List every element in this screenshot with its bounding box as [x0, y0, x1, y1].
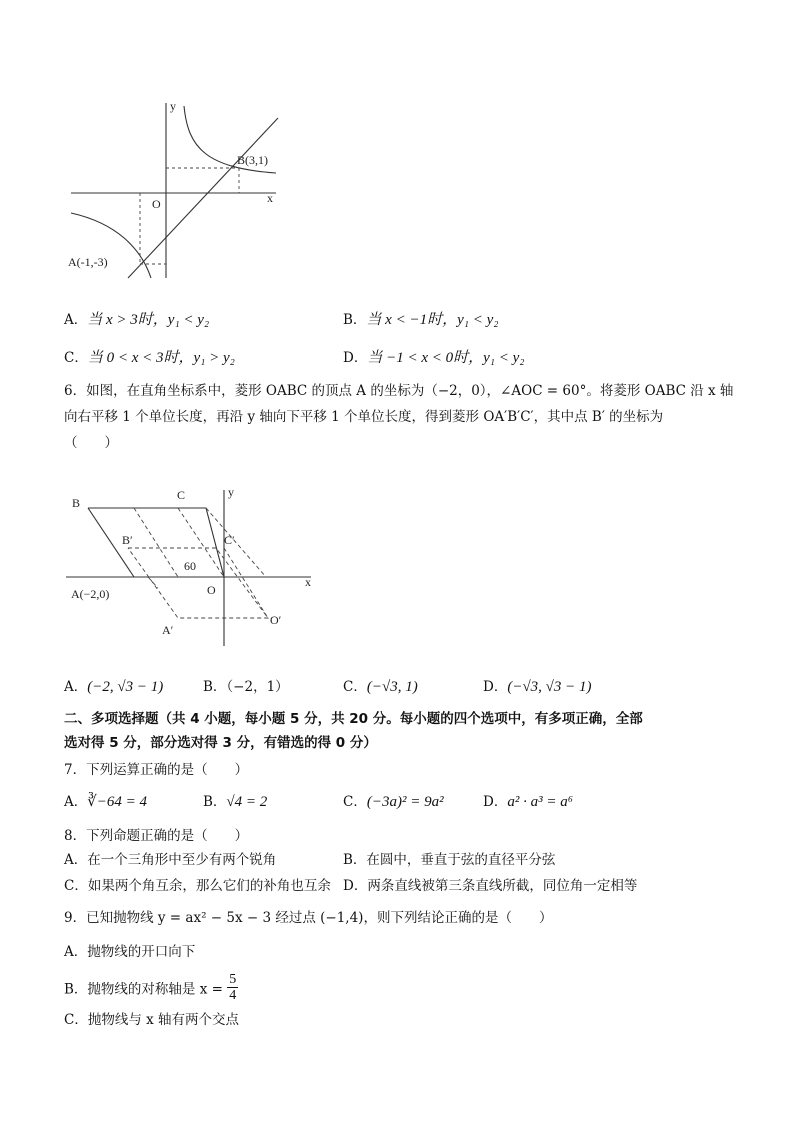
q8-option-b: B．在圆中，垂直于弦的直径平分弦 — [343, 852, 556, 868]
q7-option-c: C．(−3a)² = 9a² — [343, 794, 444, 810]
q6-option-c: C．(−√3, 1) — [343, 679, 418, 695]
section-2-heading-line1: 二、多项选择题（共 4 小题，每小题 5 分，共 20 分。每小题的四个选项中，有多项正确，全部 — [64, 711, 643, 727]
q8-option-a: A．在一个三角形中至少有两个锐角 — [64, 852, 277, 868]
figure-2-rhombus — [66, 488, 326, 648]
x-axis-label: x — [305, 575, 311, 589]
q7-option-a: A．∛−64 = 4 — [64, 794, 148, 810]
q6-option-b: B．（−2，1） — [203, 679, 289, 695]
figure-1-graph — [66, 98, 296, 283]
fraction-numerator: 5 — [229, 972, 237, 987]
q6-stem-line3: （ ） — [64, 435, 118, 451]
q7-option-d: D．a² · a³ = a⁶ — [483, 794, 573, 810]
label-c: C — [177, 488, 186, 502]
q5-option-b: B．当 x < −1时，y₁ < y₂ — [343, 312, 499, 328]
q9-option-a: A．抛物线的开口向下 — [64, 944, 196, 960]
y-axis-label: y — [170, 99, 176, 113]
angle-label: 60 — [184, 559, 196, 573]
q9-stem: 9．已知抛物线 y = ax² − 5x − 3 经过点 (−1,4)，则下列结论正确的是（ ） — [64, 910, 553, 926]
label-a-prime: A′ — [162, 623, 174, 637]
label-o: O — [207, 583, 216, 597]
label-a: A(−2,0) — [71, 587, 110, 601]
q6-stem-line1: 6．如图，在直角坐标系中，菱形 OABC 的顶点 A 的坐标为（−2，0），∠AOC = 60°。将菱形 OABC 沿 x 轴 — [64, 383, 734, 399]
q7-stem: 7．下列运算正确的是（ ） — [64, 762, 249, 778]
q7-option-b: B．√4 = 2 — [203, 794, 268, 810]
point-a-label: A(-1,-3) — [68, 255, 108, 269]
label-b: B — [72, 496, 81, 510]
y-axis-label: y — [228, 488, 234, 499]
q5-option-c: C．当 0 < x < 3时，y₁ > y₂ — [64, 350, 235, 366]
q6-stem-line2: 向右平移 1 个单位长度，再沿 y 轴向下平移 1 个单位长度，得到菱形 OA′B′C′，其中点 B′ 的坐标为 — [64, 409, 664, 425]
point-b-label: B(3,1) — [237, 153, 268, 167]
q8-stem: 8．下列命题正确的是（ ） — [64, 828, 249, 844]
line-y1 — [128, 118, 278, 278]
fraction-denominator: 4 — [229, 988, 237, 1003]
label-b-prime: B′ — [122, 533, 133, 547]
fraction — [227, 972, 238, 1003]
q5-option-d: D．当 −1 < x < 0时，y₁ < y₂ — [343, 350, 525, 366]
q9-option-c: C．抛物线与 x 轴有两个交点 — [64, 1012, 240, 1028]
rhombus-oabc — [88, 508, 224, 577]
q9-option-b: B．抛物线的对称轴是 x = $\frac{5}{4}$ — [64, 972, 237, 1003]
section-2-heading-line2: 选对得 5 分，部分选对得 3 分，有错选的得 0 分） — [64, 735, 377, 751]
origin-label: O — [152, 197, 161, 211]
q8-option-c: C．如果两个角互余，那么它们的补角也互余 — [64, 878, 331, 894]
q6-option-a: A．(−2, √3 − 1) — [64, 679, 164, 695]
x-axis-label: x — [267, 191, 273, 205]
q6-option-d: D．(−√3, √3 − 1) — [483, 679, 592, 695]
label-o-prime: O′ — [270, 613, 282, 627]
q8-option-d: D．两条直线被第三条直线所截，同位角一定相等 — [343, 878, 638, 894]
q5-option-a: A．当 x > 3时，y₁ < y₂ — [64, 312, 210, 328]
label-c-prime: C′ — [224, 533, 235, 547]
